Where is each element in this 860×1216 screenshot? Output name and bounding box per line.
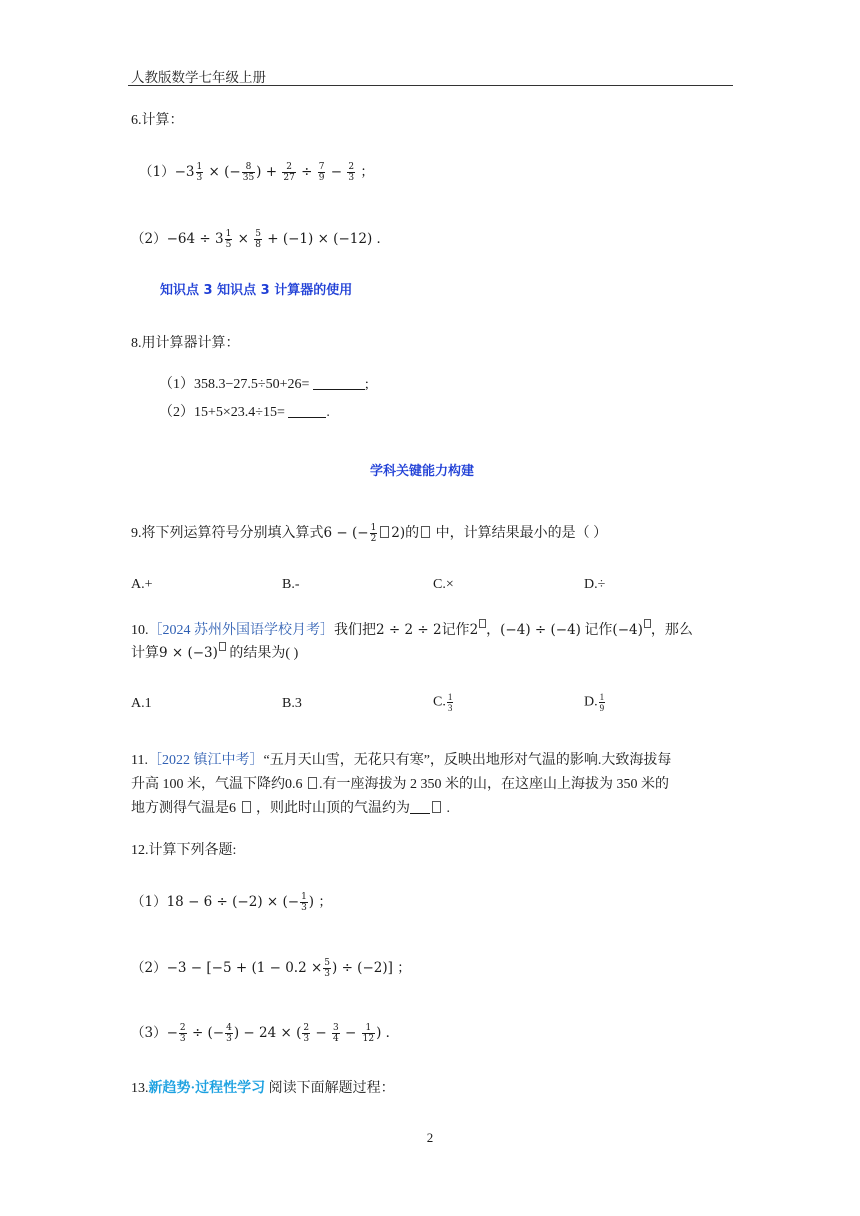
q11-line1: 11.［2022 镇江中考］“五月天山雪，无花只有寒”，反映出地形对气温的影响.大致海拔每 <box>131 753 672 768</box>
q10-line1: 10.［2024 苏州外国语学校月考］我们把2 ÷ 2 ÷ 2记作2 ，(−4) ÷ (−4) 记作(−4) ，那么 <box>131 619 693 639</box>
q10-line2: 计算9 × (−3) 的结果为( ) <box>131 642 298 662</box>
answer-blank <box>288 405 326 418</box>
q9-option-c: C.× <box>433 577 454 592</box>
answer-blank <box>313 377 365 390</box>
page-number: 2 <box>426 1130 434 1145</box>
blank-box <box>242 801 251 813</box>
section-heading-key-ability: 学科关键能力构建 <box>370 464 475 479</box>
q12-label: 12.计算下列各题: <box>131 843 237 858</box>
q10-option-d: D. $\frac{1}{9}$ <box>584 692 605 713</box>
fraction: $\frac{1}{3}$ <box>447 692 453 713</box>
fraction: $\frac{1}{3}$ <box>196 162 203 183</box>
fraction: $\frac{2}{27}$ <box>283 162 295 183</box>
blank-box <box>308 777 317 789</box>
fraction: $\frac{1}{12}$ <box>362 1023 375 1044</box>
q6-part2: （2）−64 ÷ 3 $\frac{1}{5}$ × $\frac{5}{8}$ + (−1) × (−12) ． <box>131 229 391 250</box>
fraction: $\frac{1}{5}$ <box>225 229 232 250</box>
q6-label: 6.计算： <box>131 113 184 128</box>
q10-option-c: C. $\frac{1}{3}$ <box>433 692 453 713</box>
answer-blank <box>410 801 430 814</box>
q8-label: 8.用计算器计算： <box>131 336 240 351</box>
fraction: $\frac{2}{3}$ <box>303 1023 310 1044</box>
q9-stem: 9.将下列运算符号分别填入算式6 − (− $\frac{1}{2}$ 2)的 中，计算结果最小的是（ ） <box>131 523 608 545</box>
q8-part1: （1）358.3−27.5÷50+26= ; <box>159 377 369 392</box>
q11-line3: 地方测得气温是6 ，则此时山顶的气温约为 . <box>131 801 450 816</box>
part-number: （2） <box>131 231 167 247</box>
part-number: （1） <box>139 164 175 180</box>
part-number: （2） <box>131 960 167 976</box>
superscript-box <box>644 619 651 628</box>
q10-option-a: A.1 <box>131 696 152 711</box>
part-number: （1） <box>131 894 167 910</box>
header-title: 人教版数学七年级上册 <box>131 70 266 85</box>
fraction: $\frac{2}{3}$ <box>348 162 355 183</box>
q11-line2: 升高 100 米，气温下降约0.6 .有一座海拔为 2 350 米的山，在这座山上海拔为 350 米的 <box>131 777 669 792</box>
q6-part1: （1）−3 $\frac{1}{3}$ × (− $\frac{8}{35}$ ) + $\frac{2}{27}$ ÷ $\frac{7}{9}$ − $\frac{2}{3}$ ； <box>139 162 374 183</box>
fraction: $\frac{8}{35}$ <box>242 162 255 183</box>
q12-part2: （2）−3 − [−5 + (1 − 0.2 × $\frac{5}{3}$ ) ÷ (−2)] ； <box>131 958 411 979</box>
q9-option-a: A.+ <box>131 577 153 592</box>
q12-part1: （1）18 − 6 ÷ (−2) × (− $\frac{1}{3}$ ) ； <box>131 892 332 913</box>
fraction: $\frac{5}{8}$ <box>255 229 261 250</box>
section-heading-knowledge-point: 知识点 3 知识点 3 计算器的使用 <box>160 283 353 298</box>
fraction: $\frac{1}{9}$ <box>599 692 605 713</box>
header-rule <box>128 85 733 86</box>
q13-line: 13.新趋势·过程性学习 阅读下面解题过程： <box>131 1081 395 1096</box>
superscript-box <box>219 642 226 651</box>
q9-option-b: B.- <box>282 577 300 592</box>
fraction: $\frac{1}{2}$ <box>370 523 377 545</box>
source-tag: ［2022 镇江中考］ <box>147 753 264 768</box>
blank-box <box>432 801 441 813</box>
blank-box <box>421 526 430 538</box>
fraction: $\frac{7}{9}$ <box>318 162 325 183</box>
q9-option-d: D.÷ <box>584 577 606 592</box>
trend-tag: 新趋势·过程性学习 <box>148 1081 266 1096</box>
fraction: $\frac{1}{3}$ <box>301 892 307 913</box>
fraction: $\frac{2}{3}$ <box>179 1023 186 1044</box>
q10-option-b: B.3 <box>282 696 302 711</box>
q12-part3: （3）− $\frac{2}{3}$ ÷ (− $\frac{4}{3}$ ) − 24 × ( $\frac{2}{3}$ − $\frac{3}{4}$ − $\frac{1}{12}$ ) ． <box>131 1023 400 1044</box>
source-tag: ［2024 苏州外国语学校月考］ <box>148 623 334 638</box>
fraction: $\frac{5}{3}$ <box>324 958 331 979</box>
fraction: $\frac{4}{3}$ <box>226 1023 232 1044</box>
blank-box <box>380 526 389 538</box>
q8-part2: （2）15+5×23.4÷15= . <box>159 405 330 420</box>
fraction: $\frac{3}{4}$ <box>333 1023 339 1044</box>
part-number: （3） <box>131 1025 167 1041</box>
